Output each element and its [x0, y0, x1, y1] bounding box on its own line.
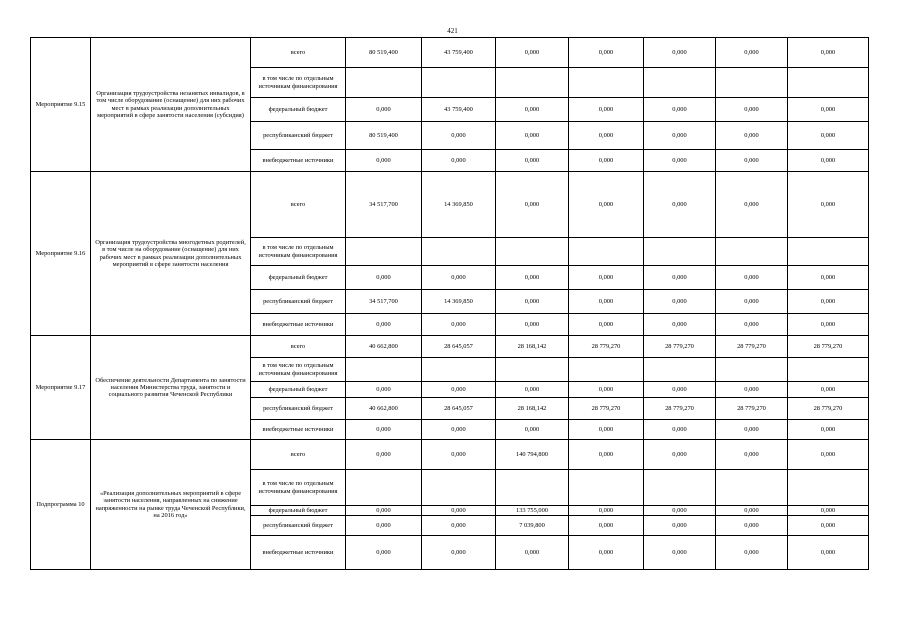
value-cell: 0,000 — [788, 536, 869, 570]
value-cell: 0,000 — [788, 420, 869, 440]
value-cell — [788, 238, 869, 266]
value-cell: 0,000 — [569, 290, 644, 314]
value-cell — [569, 68, 644, 98]
value-cell: 0,000 — [788, 440, 869, 470]
value-cell: 0,000 — [346, 516, 422, 536]
value-cell: 28 779,270 — [716, 336, 788, 358]
value-cell: 0,000 — [788, 98, 869, 122]
value-cell: 28 779,270 — [644, 336, 716, 358]
value-cell: 0,000 — [569, 266, 644, 290]
value-cell: 0,000 — [422, 420, 496, 440]
value-cell: 0,000 — [422, 314, 496, 336]
financing-table — [30, 37, 869, 570]
value-cell: 14 369,850 — [422, 172, 496, 238]
value-cell — [346, 68, 422, 98]
value-cell: 80 519,400 — [346, 122, 422, 150]
value-cell: 0,000 — [644, 382, 716, 398]
source-cell: в том числе по отдельным источникам финансирования — [251, 238, 346, 266]
value-cell: 28 779,270 — [716, 398, 788, 420]
description-cell: Организация трудоустройства незанятых инвалидов, в том числе оборудование (оснащение) для них рабочих мест в рамках реализации дополнительных мероприятий в сфере занятости населения (субсидия) — [91, 38, 251, 172]
value-cell: 0,000 — [716, 290, 788, 314]
value-cell: 40 662,800 — [346, 336, 422, 358]
value-cell: 0,000 — [716, 440, 788, 470]
value-cell: 0,000 — [569, 314, 644, 336]
value-cell: 0,000 — [346, 506, 422, 516]
value-cell: 0,000 — [716, 420, 788, 440]
value-cell — [716, 470, 788, 506]
value-cell: 0,000 — [716, 98, 788, 122]
value-cell — [644, 238, 716, 266]
value-cell: 28 645,057 — [422, 398, 496, 420]
value-cell: 0,000 — [346, 150, 422, 172]
value-cell: 43 759,400 — [422, 38, 496, 68]
table-row — [31, 172, 869, 238]
value-cell: 0,000 — [788, 314, 869, 336]
value-cell: 0,000 — [346, 314, 422, 336]
value-cell: 34 517,700 — [346, 290, 422, 314]
value-cell: 80 519,400 — [346, 38, 422, 68]
value-cell: 0,000 — [569, 506, 644, 516]
value-cell: 0,000 — [422, 516, 496, 536]
value-cell: 0,000 — [644, 506, 716, 516]
value-cell: 0,000 — [496, 266, 569, 290]
value-cell: 0,000 — [496, 382, 569, 398]
value-cell: 0,000 — [346, 98, 422, 122]
value-cell: 0,000 — [716, 266, 788, 290]
value-cell — [346, 238, 422, 266]
source-cell: республиканский бюджет — [251, 122, 346, 150]
value-cell: 0,000 — [422, 150, 496, 172]
value-cell: 0,000 — [569, 420, 644, 440]
value-cell — [569, 470, 644, 506]
financing-table-body — [31, 38, 869, 570]
source-cell: федеральный бюджет — [251, 382, 346, 398]
value-cell: 7 039,800 — [496, 516, 569, 536]
value-cell: 0,000 — [716, 122, 788, 150]
description-cell: Обеспечение деятельности Департамента по занятости населения Министерства труда, занятости и социального развития Чеченской Республики — [91, 336, 251, 440]
value-cell — [788, 358, 869, 382]
source-cell: федеральный бюджет — [251, 506, 346, 516]
source-cell: в том числе по отдельным источникам финансирования — [251, 68, 346, 98]
value-cell: 0,000 — [346, 266, 422, 290]
source-cell: всего — [251, 440, 346, 470]
value-cell: 0,000 — [716, 536, 788, 570]
value-cell: 0,000 — [788, 290, 869, 314]
value-cell: 0,000 — [716, 516, 788, 536]
value-cell: 0,000 — [569, 440, 644, 470]
value-cell — [346, 470, 422, 506]
value-cell: 0,000 — [569, 536, 644, 570]
value-cell: 0,000 — [496, 420, 569, 440]
value-cell — [716, 68, 788, 98]
value-cell: 0,000 — [644, 98, 716, 122]
source-cell: внебюджетные источники — [251, 536, 346, 570]
table-row — [31, 440, 869, 470]
event-cell: Мероприятие 9.16 — [31, 172, 91, 336]
value-cell: 0,000 — [788, 150, 869, 172]
value-cell: 14 369,850 — [422, 290, 496, 314]
value-cell: 140 794,800 — [496, 440, 569, 470]
source-cell: республиканский бюджет — [251, 290, 346, 314]
value-cell: 0,000 — [569, 516, 644, 536]
value-cell: 0,000 — [496, 98, 569, 122]
value-cell: 0,000 — [422, 382, 496, 398]
value-cell: 0,000 — [496, 290, 569, 314]
source-cell: всего — [251, 38, 346, 68]
value-cell: 0,000 — [346, 420, 422, 440]
value-cell — [569, 238, 644, 266]
value-cell: 0,000 — [569, 172, 644, 238]
value-cell: 0,000 — [422, 506, 496, 516]
value-cell: 0,000 — [644, 420, 716, 440]
description-cell: «Реализация дополнительных мероприятий в сфере занятости населения, направленных на снижение напряженности на рынке труда Чеченской Республики, на 2016 год» — [91, 440, 251, 570]
value-cell: 0,000 — [644, 314, 716, 336]
value-cell: 0,000 — [788, 382, 869, 398]
page-number: 421 — [447, 27, 458, 35]
value-cell: 0,000 — [644, 516, 716, 536]
value-cell: 0,000 — [496, 536, 569, 570]
value-cell: 28 779,270 — [788, 336, 869, 358]
value-cell: 0,000 — [644, 150, 716, 172]
value-cell: 0,000 — [346, 382, 422, 398]
value-cell — [422, 68, 496, 98]
source-cell: федеральный бюджет — [251, 266, 346, 290]
value-cell: 0,000 — [496, 150, 569, 172]
value-cell: 0,000 — [644, 122, 716, 150]
value-cell: 0,000 — [788, 516, 869, 536]
value-cell: 0,000 — [644, 440, 716, 470]
source-cell: внебюджетные источники — [251, 420, 346, 440]
value-cell: 0,000 — [716, 38, 788, 68]
value-cell — [496, 238, 569, 266]
value-cell: 28 779,270 — [644, 398, 716, 420]
value-cell: 0,000 — [716, 506, 788, 516]
value-cell — [496, 470, 569, 506]
table-row — [31, 38, 869, 68]
value-cell: 0,000 — [716, 314, 788, 336]
value-cell — [788, 470, 869, 506]
description-cell: Организация трудоустройства многодетных родителей, в том числе на оборудование (оснащение) для них рабочих мест в рамках реализации дополнительных мероприятий в сфере занятости населения — [91, 172, 251, 336]
value-cell — [422, 238, 496, 266]
value-cell: 0,000 — [788, 38, 869, 68]
value-cell — [496, 358, 569, 382]
value-cell: 0,000 — [569, 150, 644, 172]
value-cell — [422, 470, 496, 506]
value-cell — [644, 470, 716, 506]
value-cell — [569, 358, 644, 382]
value-cell: 0,000 — [569, 382, 644, 398]
value-cell: 0,000 — [644, 266, 716, 290]
value-cell: 0,000 — [644, 536, 716, 570]
value-cell — [788, 68, 869, 98]
value-cell: 0,000 — [569, 122, 644, 150]
value-cell: 0,000 — [496, 38, 569, 68]
value-cell: 40 662,800 — [346, 398, 422, 420]
source-cell: внебюджетные источники — [251, 314, 346, 336]
value-cell: 0,000 — [716, 150, 788, 172]
source-cell: внебюджетные источники — [251, 150, 346, 172]
value-cell: 0,000 — [346, 440, 422, 470]
value-cell: 0,000 — [788, 122, 869, 150]
value-cell: 0,000 — [716, 382, 788, 398]
source-cell: всего — [251, 336, 346, 358]
value-cell — [644, 68, 716, 98]
source-cell: в том числе по отдельным источникам финансирования — [251, 358, 346, 382]
value-cell: 0,000 — [496, 172, 569, 238]
value-cell: 43 759,400 — [422, 98, 496, 122]
event-cell: Мероприятие 9.17 — [31, 336, 91, 440]
source-cell: республиканский бюджет — [251, 516, 346, 536]
value-cell — [346, 358, 422, 382]
value-cell — [716, 358, 788, 382]
value-cell: 0,000 — [496, 314, 569, 336]
value-cell: 0,000 — [788, 172, 869, 238]
value-cell: 28 168,142 — [496, 336, 569, 358]
value-cell: 34 517,700 — [346, 172, 422, 238]
source-cell: в том числе по отдельным источникам финансирования — [251, 470, 346, 506]
value-cell: 28 779,270 — [569, 398, 644, 420]
event-cell: Подпрограмма 10 — [31, 440, 91, 570]
value-cell: 0,000 — [569, 38, 644, 68]
value-cell: 0,000 — [644, 172, 716, 238]
value-cell: 0,000 — [788, 506, 869, 516]
value-cell: 28 168,142 — [496, 398, 569, 420]
value-cell: 0,000 — [644, 290, 716, 314]
value-cell: 28 779,270 — [788, 398, 869, 420]
source-cell: федеральный бюджет — [251, 98, 346, 122]
value-cell: 0,000 — [644, 38, 716, 68]
table-row — [31, 336, 869, 358]
event-cell: Мероприятие 9.15 — [31, 38, 91, 172]
value-cell: 0,000 — [788, 266, 869, 290]
value-cell: 133 755,000 — [496, 506, 569, 516]
value-cell: 0,000 — [422, 440, 496, 470]
value-cell: 0,000 — [422, 266, 496, 290]
value-cell: 0,000 — [422, 122, 496, 150]
value-cell — [716, 238, 788, 266]
source-cell: всего — [251, 172, 346, 238]
value-cell: 0,000 — [422, 536, 496, 570]
value-cell: 28 645,057 — [422, 336, 496, 358]
value-cell — [496, 68, 569, 98]
value-cell: 0,000 — [496, 122, 569, 150]
value-cell: 0,000 — [569, 98, 644, 122]
value-cell — [422, 358, 496, 382]
value-cell: 0,000 — [716, 172, 788, 238]
source-cell: республиканский бюджет — [251, 398, 346, 420]
value-cell: 0,000 — [346, 536, 422, 570]
value-cell — [644, 358, 716, 382]
value-cell: 28 779,270 — [569, 336, 644, 358]
